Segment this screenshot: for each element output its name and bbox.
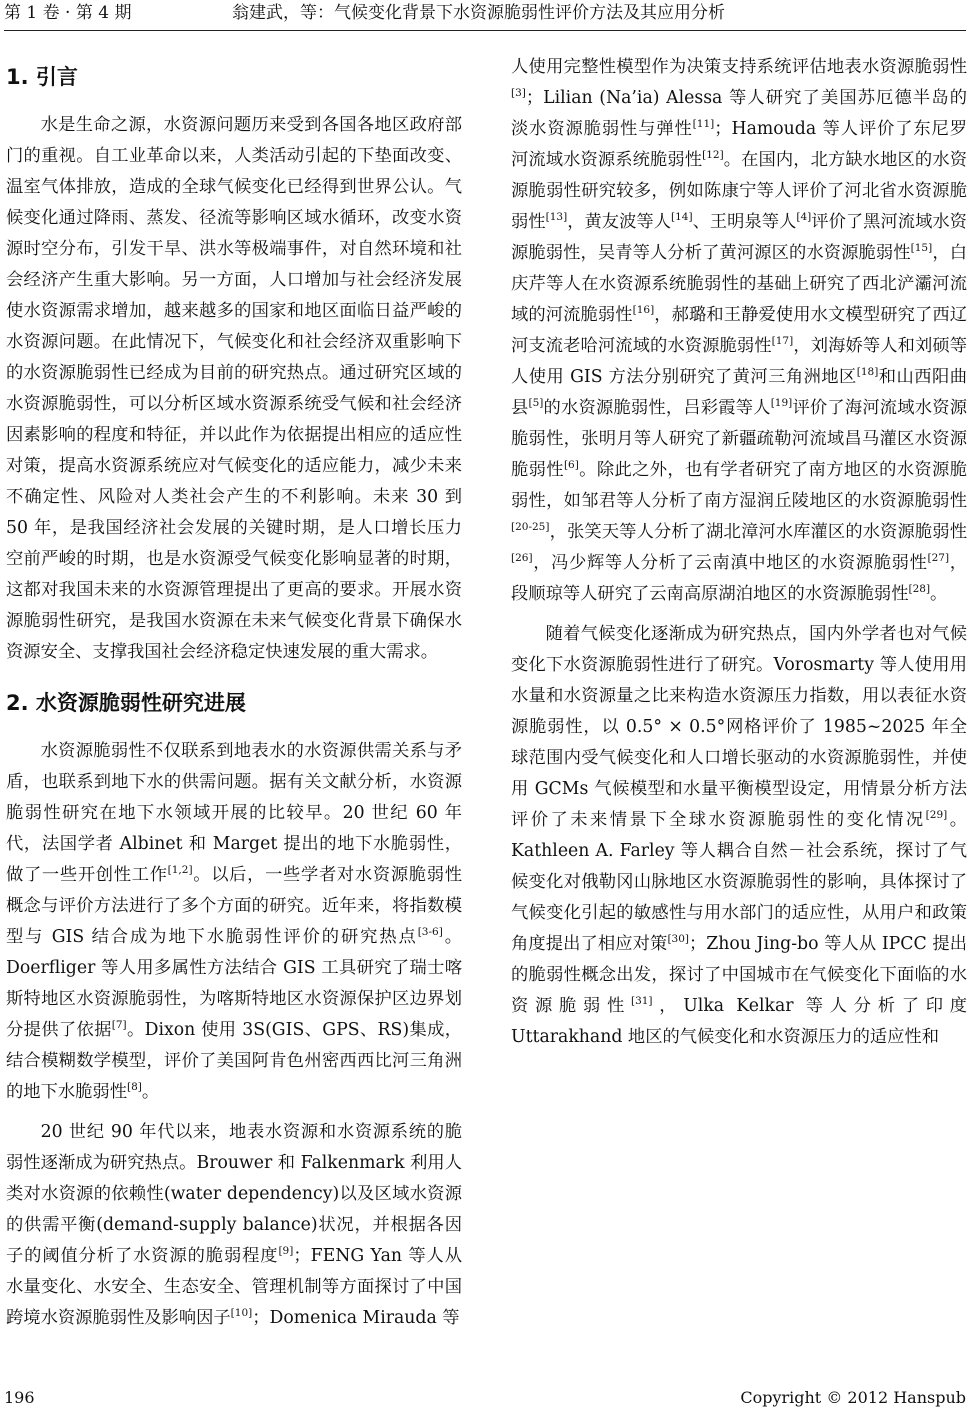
citation: [27]	[927, 552, 950, 564]
groundwater-paragraph: 水资源脆弱性不仅联系到地表水的水资源供需关系与矛盾，也联系到地下水的供需问题。据有关文献分析，水资源脆弱性研究在地下水领域开展的比较早。20 世纪 60 年代，法国学者 Albinet 和 Marget 提出的地下水脆弱性，做了一些开创性工作[1,2]。以后，一些学者对水资源脆弱性概念与评价方法进行了多个方面的研究。近年来，将指数模型与 GIS 结合成为地下水脆弱性评价的研究热点[3-6]。Doerfliger 等人用多属性方法结合 GIS 工具研究了瑞士喀斯特地区水资源脆弱性，为喀斯特地区水资源保护区边界划分提供了依据[7]。Dixon 使用 3S(GIS、GPS、RS)集成，结合模糊数学模型，评价了美国阿肯色州密西西比河三角洲的地下水脆弱性[8]。	[6, 741, 462, 1102]
citation: [31]	[630, 995, 653, 1007]
citation: [7]	[111, 1019, 127, 1031]
citation: [26]	[511, 552, 533, 564]
citation: [14]	[671, 211, 693, 223]
citation: [3]	[511, 87, 526, 99]
citation: [13]	[545, 211, 568, 223]
citation: [6]	[563, 459, 579, 471]
header-rule	[4, 30, 966, 31]
citation: [4]	[796, 211, 812, 223]
progress-heading: 2. 水资源脆弱性研究进展	[6, 691, 246, 715]
copyright-notice: Copyright © 2012 Hanspub	[740, 1388, 966, 1407]
citation: [11]	[692, 118, 715, 130]
citation: [20-25]	[511, 521, 550, 533]
journal-issue: 第 1 卷 · 第 4 期	[4, 3, 132, 23]
citation: [16]	[632, 304, 655, 316]
citation: [3-6]	[417, 926, 443, 938]
citation: [12]	[702, 149, 724, 161]
running-title: 翁建武，等：气候变化背景下水资源脆弱性评价方法及其应用分析	[232, 3, 725, 23]
page-number: 196	[4, 1388, 35, 1407]
citation: [1,2]	[167, 864, 193, 876]
left-column	[6, 52, 462, 1334]
citation: [10]	[230, 1307, 253, 1319]
surface-water-paragraph-continued: 人使用完整性模型作为决策支持系统评估地表水资源脆弱性[3]；Lilian (Na’ia) Alessa 等人研究了美国苏厄德半岛的淡水资源脆弱性与弹性[11]；Hamouda 等人评价了东尼罗河流域水资源系统脆弱性[12]。在国内，北方缺水地区的水资源脆弱性研究较多，例如陈康宁等人评价了河北省水资源脆弱性[13]，黄友波等人[14]、王明泉等人[4]评价了黑河流域水资源脆弱性，吴青等人分析了黄河源区的水资源脆弱性[15]，白庆芹等人在水资源系统脆弱性的基础上研究了西北浐灞河流域的河流脆弱性[16]，郝璐和王静爱使用水文模型研究了西辽河支流老哈河流域的水资源脆弱性[17]，刘海娇等人和刘硕等人使用 GIS 方法分别研究了黄河三角洲地区[18]和山西阳曲县[5]的水资源脆弱性，吕彩霞等人[19]评价了海河流域水资源脆弱性，张明月等人研究了新疆疏勒河流域昌马灌区水资源脆弱性[6]。除此之外，也有学者研究了南方地区的水资源脆弱性，如邹君等人分析了南方湿润丘陵地区的水资源脆弱性[20-25]，张笑天等人分析了湖北漳河水库灌区的水资源脆弱性[26]，冯少辉等人分析了云南滇中地区的水资源脆弱性[27]，段顺琼等人研究了云南高原湖泊地区的水资源脆弱性[28]。	[511, 57, 967, 604]
running-head	[4, 0, 966, 32]
surface-water-paragraph: 20 世纪 90 年代以来，地表水资源和水资源系统的脆弱性逐渐成为研究热点。Brouwer 和 Falkenmark 利用人类对水资源的依赖性(water dependency)以及区域水资源的供需平衡(demand-supply balance)状况，并根据各因子的阈值分析了水资源的脆弱程度[9]；FENG Yan 等人从水量变化、水安全、生态安全、管理机制等方面探讨了中国跨境水资源脆弱性及影响因子[10]；Domenica Mirauda 等	[6, 1122, 462, 1328]
citation: [19]	[770, 397, 793, 409]
citation: [17]	[771, 335, 794, 347]
citation: [5]	[528, 397, 544, 409]
intro-heading: 1. 引言	[6, 65, 78, 89]
intro-paragraph: 水是生命之源，水资源问题历来受到各国各地区政府部门的重视。自工业革命以来，人类活动引起的下垫面改变、温室气体排放，造成的全球气候变化已经得到世界公认。气候变化通过降雨、蒸发、径流等影响区域水循环，改变水资源时空分布，引发干旱、洪水等极端事件，对自然环境和社会经济产生重大影响。另一方面，人口增加与社会经济发展使水资源需求增加，越来越多的国家和地区面临日益严峻的水资源问题。在此情况下，气候变化和社会经济双重影响下的水资源脆弱性已经成为目前的研究热点。通过研究区域的水资源脆弱性，可以分析区域水资源系统受气候和社会经济因素影响的程度和特征，并以此作为依据提出相应的适应性对策，提高水资源系统应对气候变化的适应能力，减少未来不确定性、风险对人类社会产生的不利影响。未来 30 到 50 年，是我国经济社会发展的关键时期，是人口增长压力空前严峻的时期，也是水资源受气候变化影响显著的时期，这都对我国未来的水资源管理提出了更高的要求。开展水资源脆弱性研究，是我国水资源在未来气候变化背景下确保水资源安全、支撑我国社会经济稳定快速发展的重大需求。	[6, 115, 462, 662]
citation: [29]	[925, 809, 948, 821]
citation: [15]	[910, 242, 933, 254]
citation: [30]	[667, 933, 689, 945]
climate-change-paragraph: 随着气候变化逐渐成为研究热点，国内外学者也对气候变化下水资源脆弱性进行了研究。Vorosmarty 等人使用用水量和水资源量之比来构造水资源压力指数，用以表征水资源脆弱性，以 0.5° × 0.5°网格评价了 1985~2025 年全球范围内受气候变化和人口增长驱动的水资源脆弱性，并使用 GCMs 气候模型和水量平衡模型设定，用情景分析方法评价了未来情景下全球水资源脆弱性的变化情况[29]。Kathleen A. Farley 等人耦合自然－社会系统，探讨了气候变化对俄勒冈山脉地区水资源脆弱性的影响，具体探讨了气候变化引起的敏感性与用水部门的适应性，从用户和政策角度提出了相应对策[30]；Zhou Jing-bo 等人从 IPCC 提出的脆弱性概念出发，探讨了中国城市在气候变化下面临的水资源脆弱性[31]，Ulka Kelkar 等人分析了印度 Uttarakhand 地区的气候变化和水资源压力的适应性和	[511, 624, 967, 1047]
citation: [18]	[856, 366, 879, 378]
citation: [28]	[908, 583, 931, 595]
citation: [9]	[278, 1245, 294, 1257]
citation: [8]	[126, 1081, 142, 1093]
right-column	[511, 52, 967, 1053]
